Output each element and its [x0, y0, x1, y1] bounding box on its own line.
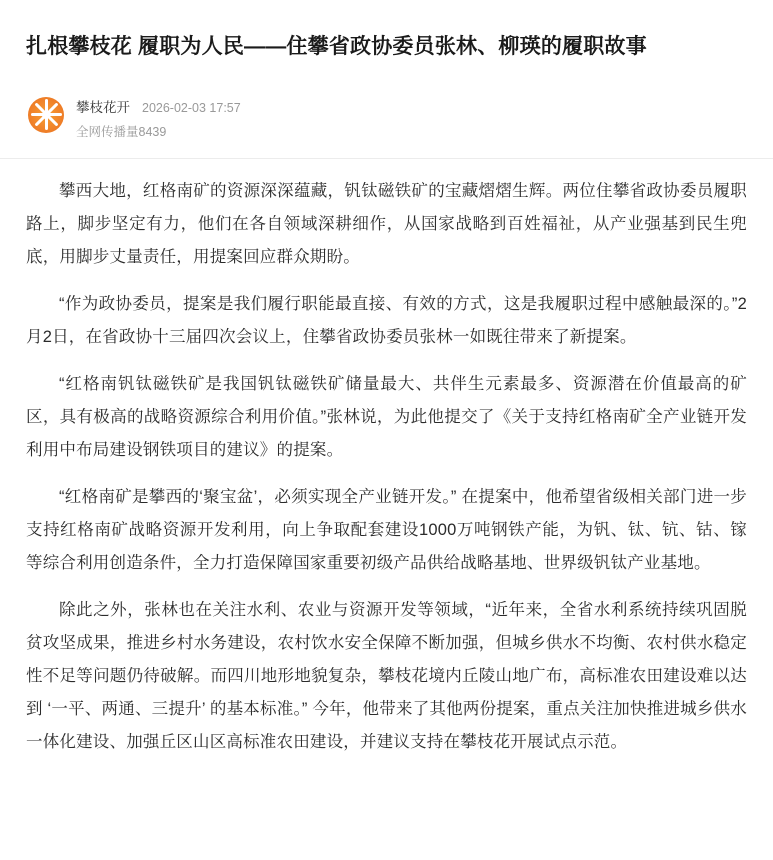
publish-date: 2026-02-03 17:57	[142, 100, 241, 115]
paragraph: “红格南钒钛磁铁矿是我国钒钛磁铁矿储量最大、共伴生元素最多、资源潜在价值最高的矿区，具有极高的战略资源综合利用价值。”张林说，为此他提交了《关于支持红格南矿全产业链开发利用中布局建设钢铁项目的建议》的提案。	[26, 374, 747, 459]
sunburst-logo-icon[interactable]	[28, 97, 64, 133]
meta-text-block	[76, 95, 241, 140]
article-meta	[0, 77, 773, 140]
page-title: 扎根攀枝花 履职为人民——住攀省政协委员张林、柳瑛的履职故事	[26, 35, 647, 59]
author-name[interactable]: 攀枝花开	[76, 99, 130, 115]
spread-count: 全网传播量8439	[76, 124, 167, 139]
meta-primary-line	[76, 96, 241, 116]
paragraph: “红格南矿是攀西的‘聚宝盆’，必须实现全产业链开发。” 在提案中，他希望省级相关部门进一步支持红格南矿战略资源开发利用，向上争取配套建设1000万吨钢铁产能，为钒、钛、钪、钴、镓等综合利用创造条件，全力打造保障国家重要初级产品供给战略基地、世界级钒钛产业基地。	[26, 487, 747, 572]
article-body	[0, 159, 773, 787]
paragraph: 除此之外，张林也在关注水利、农业与资源开发等领域，“近年来，全省水利系统持续巩固脱贫攻坚成果，推进乡村水务建设，农村饮水安全保障不断加强，但城乡供水不均衡、农村供水稳定性不足等问题仍待破解。而四川地形地貌复杂，攀枝花境内丘陵山地广布，高标准农田建设难以达到 ‘一平、两通、三提升’ 的基本标准。” 今年，他带来了其他两份提案，重点关注加快推进城乡供水一体化建设、加强丘区山区高标准农田建设，并建议支持在攀枝花开展试点示范。	[26, 600, 747, 751]
paragraph: “作为政协委员，提案是我们履行职能最直接、有效的方式，这是我履职过程中感触最深的。”2月2日，在省政协十三届四次会议上，住攀省政协委员张林一如既往带来了新提案。	[26, 294, 747, 346]
paragraph: 攀西大地，红格南矿的资源深深蕴藏，钒钛磁铁矿的宝藏熠熠生辉。两位住攀省政协委员履职路上，脚步坚定有力，他们在各自领域深耕细作，从国家战略到百姓福祉，从产业强基到民生兜底，用脚步丈量责任，用提案回应群众期盼。	[26, 181, 747, 266]
article-page	[0, 14, 773, 787]
